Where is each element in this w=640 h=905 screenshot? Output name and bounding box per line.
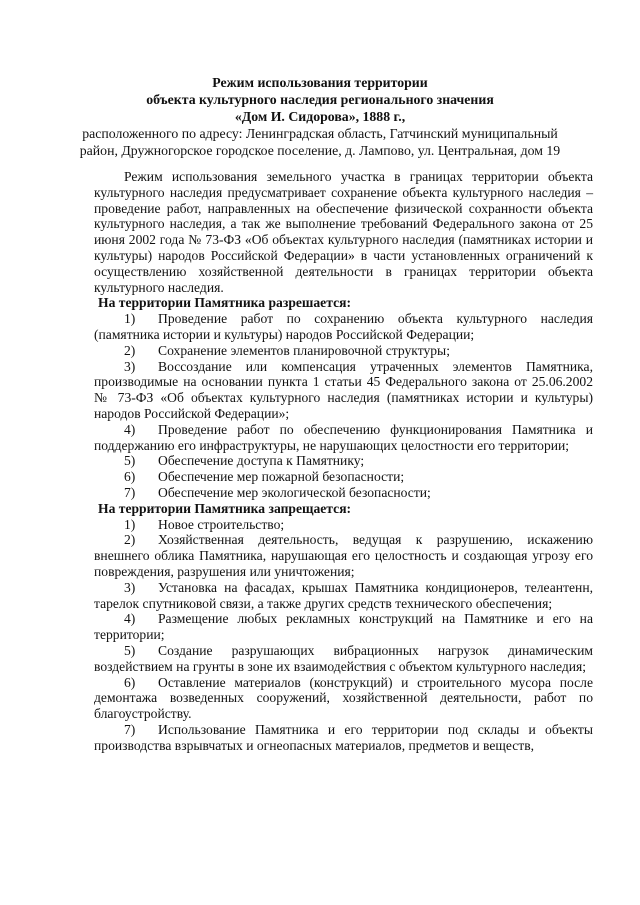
title-line-1: Режим использования территории [212,75,428,90]
forbidden-item: 7) Использование Памятника и его территории под склады и объекты производства взрывчатых и огнеопасных материалов, предметов и веществ, [94,721,593,753]
allowed-item: 6) Обеспечение мер пожарной безопасности; [124,469,405,485]
forbidden-item: 4) Размещение любых рекламных конструкций на Памятнике и его на территории; [94,611,593,643]
forbidden-list [94,517,593,754]
address-line-1: расположенного по адресу: Ленинградская область, Гатчинский муниципальный [82,126,558,141]
forbidden-item: 2) Хозяйственная деятельность, ведущая к разрушению, искажению внешнего облика Памятника, нарушающая его целостность и создающая угрозу его повреждения, разрушения или уничтожения; [94,532,593,579]
title-line-2: объекта культурного наследия регионального значения [146,92,494,107]
allowed-item: 3) Воссоздание или компенсация утраченных элементов Памятника, производимые на основании пункта 1 статьи 45 Федерального закона от 25.06.2002 № 73-ФЗ «Об объектах культурного наследия (памятниках истории и культуры) народов Российской Федерации»; [94,358,593,421]
forbidden-item: 1) Новое строительство; [124,516,285,532]
intro-paragraph: Режим использования земельного участка в границах территории объекта культурного наследия предусматривает сохранение объекта культурного наследия – проведение работ, направленных на обеспечение физической сохранности объекта культурного наследия, а так же выполнение требований Федерального закона от 25 июня 2002 года № 73-ФЗ «Об объектах культурного наследия (памятниках истории и культуры) народов Российской Федерации» в части установленных ограничений к осуществлению хозяйственной деятельности в границах территории объекта культурного наследия. [94,169,593,295]
address-line-2: район, Дружногорское городское поселение, д. Лампово, ул. Центральная, дом 19 [79,143,561,158]
forbidden-item: 6) Оставление материалов (конструкций) и строительного мусора после демонтажа возведенных сооружений, хозяйственной деятельности, работ по благоустройству. [94,674,593,722]
forbidden-heading: На территории Памятника запрещается: [98,500,352,516]
allowed-item: 2) Сохранение элементов планировочной структуры; [124,342,450,358]
forbidden-item: 3) Установка на фасадах, крышах Памятника кондиционеров, телеантенн, тарелок спутниковой связи, а также других средств технического обеспечения; [94,579,593,611]
allowed-list [94,311,593,501]
title-line-3: «Дом И. Сидорова», 1888 г., [234,109,406,124]
allowed-item: 5) Обеспечение доступа к Памятнику; [124,453,365,469]
allowed-item: 1) Проведение работ по сохранению объекта культурного наследия (памятника истории и культуры) народов Российской Федерации; [94,311,593,342]
allowed-item: 4) Проведение работ по обеспечению функционирования Памятника и поддержанию его инфраструктуры, не нарушающих целостности его территории; [94,421,593,453]
allowed-heading: На территории Памятника разрешается: [98,295,351,311]
document-body [94,169,593,753]
forbidden-item: 5) Создание разрушающих вибрационных нагрузок динамическим воздействием на грунты в зоне их взаимодействия с объектом культурного наследия; [94,642,593,674]
allowed-item: 7) Обеспечение мер экологической безопасности; [124,484,431,500]
